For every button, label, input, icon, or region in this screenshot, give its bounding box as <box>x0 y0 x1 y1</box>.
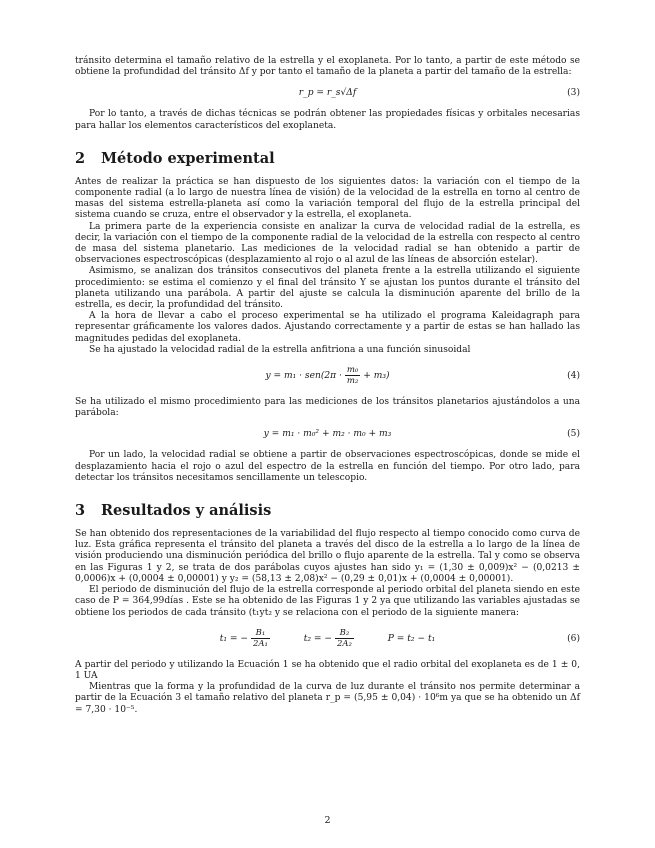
equation-6-t1-numerator: B₁ <box>251 628 270 639</box>
equation-6-period: P = t₂ − t₁ <box>387 633 436 644</box>
equation-5 <box>75 426 580 442</box>
intro-paragraph-2: Por lo tanto, a través de dichas técnicas se podrán obtener las propiedades físicas y orbitales necesarias para hallar los elementos característicos del exoplaneta. <box>75 109 580 131</box>
equation-6-t2-denominator: 2A₂ <box>336 638 352 649</box>
equation-6-t1-denominator: 2A₁ <box>252 638 268 649</box>
section-2-paragraph-2: La primera parte de la experiencia consiste en analizar la curva de velocidad radial de la estrella, es decir, la variación con el tiempo de la componente radial de la velocidad de la estrella con respecto al centro de masa del sistema planetario. Las mediciones de la velocidad radial se han obtenido a partir de observaciones espectroscópicas (desplazamiento al rojo o al azul de las líneas de absorción estelar). <box>75 221 580 266</box>
page-number: 2 <box>324 815 331 826</box>
equation-4-number: (4) <box>567 371 580 382</box>
equation-4-denominator: m₂ <box>346 376 359 387</box>
section-2-title: Método experimental <box>101 149 275 167</box>
equation-6-t2-numerator: B₂ <box>335 628 354 639</box>
equation-4 <box>75 363 580 389</box>
equation-6 <box>75 626 580 652</box>
equation-6-t2-fraction <box>335 628 354 649</box>
equation-4-fraction <box>345 365 360 386</box>
equation-3-body: r_p = r_s√Δf <box>298 88 357 99</box>
equation-4-right: + m₃) <box>363 371 390 382</box>
section-2-paragraph-3: Asimismo, se analizan dos tránsitos consecutivos del planeta frente a la estrella utilizando el siguiente procedimiento: se estima el comienzo y el final del tránsito Y se ajustan los puntos durante el tránsito del planeta utilizando una parábola. A partir del ajuste se calcula la disminución aparente del brillo de la estrella, es decir, la profundidad del tránsito. <box>75 266 580 311</box>
equation-4-numerator: m₀ <box>346 365 359 376</box>
section-2-paragraph-1: Antes de realizar la práctica se han dispuesto de los siguientes datos: la variación con el tiempo de la componente radial (a lo largo de nuestra línea de visión) de la velocidad de la estrella en torno al centro de masas del sistema estrella-planeta así como la variación temporal del flujo de la estrella principal del sistema cuando se cruza, entre el observador y la estrella, el exoplaneta. <box>75 176 580 221</box>
section-3-paragraph-4: Mientras que la forma y la profundidad de la curva de luz durante el tránsito nos permite determinar a partir de la Ecuación 3 el tamaño relativo del planeta r_p = (5,95 ± 0,04) · 10⁶m ya que se ha obtenido un Δf = 7,30 · 10⁻⁵. <box>75 682 580 715</box>
equation-3 <box>75 85 580 101</box>
section-2-paragraph-6: Se ha utilizado el mismo procedimiento para las mediciones de los tránsitos planetarios ajustándolos a una parábola: <box>75 397 580 419</box>
equation-6-t1-fraction <box>251 628 270 649</box>
section-2-heading <box>75 150 580 168</box>
section-2-paragraph-7: Por un lado, la velocidad radial se obtiene a partir de observaciones espectroscópicas, donde se mide el desplazamiento hacia el rojo o azul del espectro de la estrella en función del tiempo. Por otro lado, para detectar los tránsitos necesitamos sencillamente un telescopio. <box>75 450 580 483</box>
section-3-paragraph-1: Se han obtenido dos representaciones de la variabilidad del flujo respecto al tiempo conocido como curva de luz. Esta gráfica representa el tránsito del planeta a través del disco de la estrella a lo largo de la línea de visión produciendo una disminución periódica del brillo o flujo aparente de la estrella. Tal y como se observa en las Figuras 1 y 2, se trata de dos parábolas cuyos ajustes han sido y₁ = (1,30 ± 0,009)x² − (0,0213 ± 0,0006)x + (0,0004 ± 0,00001) y y₂ = (58,13 ± 2,08)x² − (0,29 ± 0,01)x + (0,0004 ± 0,00001). <box>75 529 580 584</box>
equation-6-number: (6) <box>567 633 580 644</box>
section-2-paragraph-5: Se ha ajustado la velocidad radial de la estrella anfitriona a una función sinusoidal <box>89 344 471 355</box>
equation-5-number: (5) <box>567 429 580 440</box>
section-3-number: 3 <box>75 502 86 520</box>
section-2-number: 2 <box>75 149 86 167</box>
section-3-heading <box>75 502 580 520</box>
intro-paragraph-1: tránsito determina el tamaño relativo de la estrella y el exoplaneta. Por lo tanto, a partir de este método se obtiene la profundidad del tránsito Δf y por tanto el tamaño de la planeta a partir del tamaño de la estrella: <box>75 56 580 78</box>
section-3-paragraph-3: A partir del periodo y utilizando la Ecuación 1 se ha obtenido que el radio orbital del exoplaneta es de 1 ± 0, 1 UA <box>75 659 580 681</box>
equation-5-body: y = m₁ · m₀² + m₂ · m₀ + m₃ <box>263 429 392 440</box>
section-3-title: Resultados y análisis <box>101 502 272 520</box>
section-3-paragraph-2: El periodo de disminución del flujo de la estrella corresponde al periodo orbital del planeta siendo en este caso de P = 364,99días . Este se ha obtenido de las Figuras 1 y 2 ya que utilizando las variables ajustadas se obtiene los periodos de cada tránsito (t₁yt₂ y se relaciona con el periodo de la siguiente manera: <box>75 585 580 618</box>
equation-3-number: (3) <box>567 88 580 99</box>
equation-6-t2: t₂ = − <box>303 633 333 644</box>
section-2-paragraph-4: A la hora de llevar a cabo el proceso experimental se ha utilizado el programa Kaleidagraph para representar gráficamente los valores dados. Ajustando correctamente y a partir de estas se han hallado las magnitudes pedidas del exoplaneta. <box>75 311 580 344</box>
equation-4-left: y = m₁ · sen(2π · <box>265 371 342 382</box>
equation-6-t1: t₁ = − <box>219 633 249 644</box>
paper-page <box>75 56 580 716</box>
